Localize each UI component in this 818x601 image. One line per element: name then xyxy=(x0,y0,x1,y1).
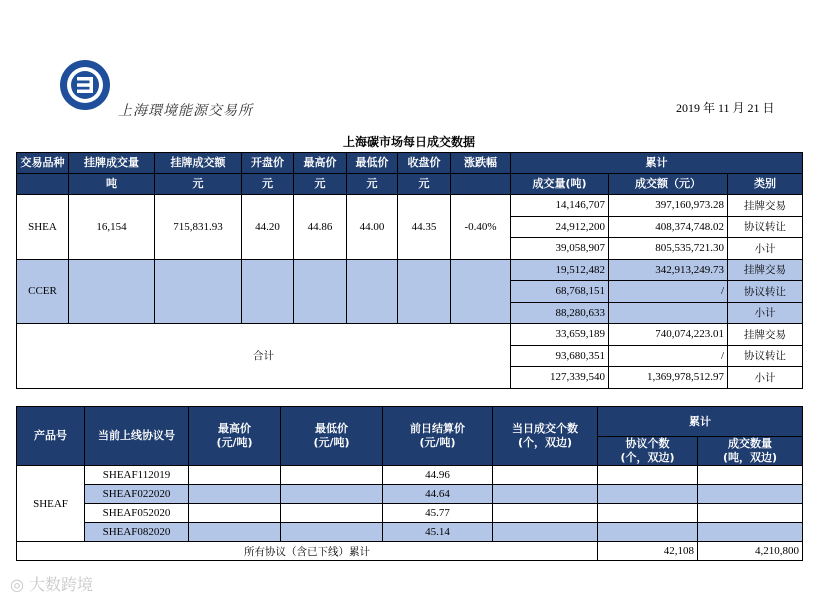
cum-volume: 127,339,540 xyxy=(511,367,609,389)
exchange-logo xyxy=(58,58,112,116)
cum-qty-cell xyxy=(698,523,803,542)
header-cum-volume: 成交量(吨) xyxy=(511,174,609,195)
cum-amount: / xyxy=(609,345,728,367)
unit-low: 元 xyxy=(347,174,398,195)
header-product-no: 产品号 xyxy=(17,407,85,466)
cum-amount: 1,369,978,512.97 xyxy=(609,367,728,389)
protocol-id: SHEAF022020 xyxy=(85,485,189,504)
header-low: 最低价 xyxy=(347,153,398,174)
cum-amount: 397,160,973.28 xyxy=(609,195,728,217)
protocol-low xyxy=(281,504,383,523)
header-low-label: 最低价 xyxy=(315,422,348,435)
shea-change: -0.40% xyxy=(451,195,511,260)
watermark-text: 大数跨境 xyxy=(29,575,94,594)
cum-amount: 342,913,249.73 xyxy=(609,259,728,281)
cum-qty-cell xyxy=(698,466,803,485)
product-shea: SHEA xyxy=(17,195,69,260)
category: 挂牌交易 xyxy=(728,324,803,346)
ccer-open xyxy=(242,259,294,324)
header-count-unit: (个，双边) xyxy=(517,436,573,449)
cum-amount: 805,535,721.30 xyxy=(609,238,728,260)
header-change: 涨跌幅 xyxy=(451,153,511,174)
protocol-high xyxy=(189,504,281,523)
ccer-change xyxy=(451,259,511,324)
category: 协议转让 xyxy=(728,281,803,303)
header-cum-count-unit: (个，双边) xyxy=(620,451,675,464)
cum-count-cell xyxy=(598,485,698,504)
header-high-label: 最高价 xyxy=(218,422,251,435)
protocol-id: SHEAF112019 xyxy=(85,466,189,485)
unit-listed-amount: 元 xyxy=(155,174,242,195)
table-row xyxy=(17,324,803,346)
ccer-listed-amount xyxy=(155,259,242,324)
protocol-settle: 44.96 xyxy=(383,466,493,485)
table-row xyxy=(17,485,803,504)
ccer-listed-volume xyxy=(69,259,155,324)
protocol-settle: 45.77 xyxy=(383,504,493,523)
protocol-settle: 45.14 xyxy=(383,523,493,542)
shea-open: 44.20 xyxy=(242,195,294,260)
header-cum-count xyxy=(598,437,698,466)
cum-volume: 24,912,200 xyxy=(511,216,609,238)
footer-label: 所有协议（含已下线）累计 xyxy=(17,542,598,561)
cum-volume: 14,146,707 xyxy=(511,195,609,217)
cum-count-cell xyxy=(598,523,698,542)
footer-qty: 4,210,800 xyxy=(698,542,803,561)
category: 小计 xyxy=(728,302,803,324)
product-sheaf: SHEAF xyxy=(17,466,85,542)
header-cum-qty-unit: (吨，双边) xyxy=(722,451,778,464)
cum-qty-cell xyxy=(698,504,803,523)
watermark xyxy=(10,572,93,595)
cum-amount: 408,374,748.02 xyxy=(609,216,728,238)
cum-volume: 68,768,151 xyxy=(511,281,609,303)
header-cum-count-label: 协议个数 xyxy=(625,437,670,450)
table-row xyxy=(17,542,803,561)
protocol-count xyxy=(493,504,598,523)
protocol-high xyxy=(189,523,281,542)
header-protocol: 当前上线协议号 xyxy=(85,407,189,466)
header-cumulative2: 累计 xyxy=(598,407,803,437)
protocol-count xyxy=(493,523,598,542)
cum-amount xyxy=(609,302,728,324)
table-row xyxy=(17,259,803,281)
protocol-count xyxy=(493,485,598,504)
header-cum-amount: 成交额（元） xyxy=(609,174,728,195)
total-label: 合计 xyxy=(17,324,511,389)
table-row xyxy=(17,523,803,542)
header-settle xyxy=(383,407,493,466)
ccer-low xyxy=(347,259,398,324)
protocol-low xyxy=(281,523,383,542)
protocol-id: SHEAF052020 xyxy=(85,504,189,523)
futures-protocol-table xyxy=(16,406,803,561)
unit-close: 元 xyxy=(398,174,451,195)
header-count-label: 当日成交个数 xyxy=(512,422,578,435)
header-high xyxy=(189,407,281,466)
cum-volume: 39,058,907 xyxy=(511,238,609,260)
category: 协议转让 xyxy=(728,345,803,367)
protocol-id: SHEAF082020 xyxy=(85,523,189,542)
unit-listed-volume: 吨 xyxy=(69,174,155,195)
cum-volume: 93,680,351 xyxy=(511,345,609,367)
ccer-close xyxy=(398,259,451,324)
header-open: 开盘价 xyxy=(242,153,294,174)
shea-listed-amount: 715,831.93 xyxy=(155,195,242,260)
header-low xyxy=(281,407,383,466)
header-settle-unit: (元/吨) xyxy=(419,436,456,449)
cum-volume: 88,280,633 xyxy=(511,302,609,324)
protocol-count xyxy=(493,466,598,485)
unit-change xyxy=(451,174,511,195)
report-title: 上海碳市场每日成交数据 xyxy=(342,135,475,149)
cum-amount: 740,074,223.01 xyxy=(609,324,728,346)
category: 挂牌交易 xyxy=(728,259,803,281)
shea-high: 44.86 xyxy=(294,195,347,260)
header-settle-label: 前日结算价 xyxy=(410,422,465,435)
header-listed-amount: 挂牌成交额 xyxy=(155,153,242,174)
protocol-high xyxy=(189,466,281,485)
header-high: 最高价 xyxy=(294,153,347,174)
protocol-low xyxy=(281,485,383,504)
unit-open: 元 xyxy=(242,174,294,195)
category: 小计 xyxy=(728,367,803,389)
unit-high: 元 xyxy=(294,174,347,195)
watermark-icon: ◎ xyxy=(10,575,30,594)
exchange-name-logo: 上海環境能源交易所 xyxy=(118,103,253,119)
cum-count-cell xyxy=(598,504,698,523)
table-row xyxy=(17,504,803,523)
header-close: 收盘价 xyxy=(398,153,451,174)
header-product: 交易品种 xyxy=(17,153,69,174)
ccer-high xyxy=(294,259,347,324)
header-cum-qty-label: 成交数量 xyxy=(728,437,772,450)
header-count xyxy=(493,407,598,466)
product-ccer: CCER xyxy=(17,259,69,324)
daily-trading-table xyxy=(16,152,803,389)
table-row xyxy=(17,466,803,485)
shea-close: 44.35 xyxy=(398,195,451,260)
shea-listed-volume: 16,154 xyxy=(69,195,155,260)
protocol-settle: 44.64 xyxy=(383,485,493,504)
header-product-blank xyxy=(17,174,69,195)
report-date: 2019 年 11 月 21 日 xyxy=(676,101,775,115)
category: 挂牌交易 xyxy=(728,195,803,217)
header-cum-qty xyxy=(698,437,803,466)
cum-volume: 19,512,482 xyxy=(511,259,609,281)
cum-count-cell xyxy=(598,466,698,485)
category: 协议转让 xyxy=(728,216,803,238)
header-high-unit: (元/吨) xyxy=(216,436,253,449)
cum-amount: / xyxy=(609,281,728,303)
protocol-low xyxy=(281,466,383,485)
table-row xyxy=(17,195,803,217)
header-low-unit: (元/吨) xyxy=(313,436,350,449)
header-listed-volume: 挂牌成交量 xyxy=(69,153,155,174)
cum-qty-cell xyxy=(698,485,803,504)
header-cumulative: 累计 xyxy=(511,153,803,174)
footer-count: 42,108 xyxy=(598,542,698,561)
cum-volume: 33,659,189 xyxy=(511,324,609,346)
shea-low: 44.00 xyxy=(347,195,398,260)
header-category: 类别 xyxy=(728,174,803,195)
protocol-high xyxy=(189,485,281,504)
category: 小计 xyxy=(728,238,803,260)
